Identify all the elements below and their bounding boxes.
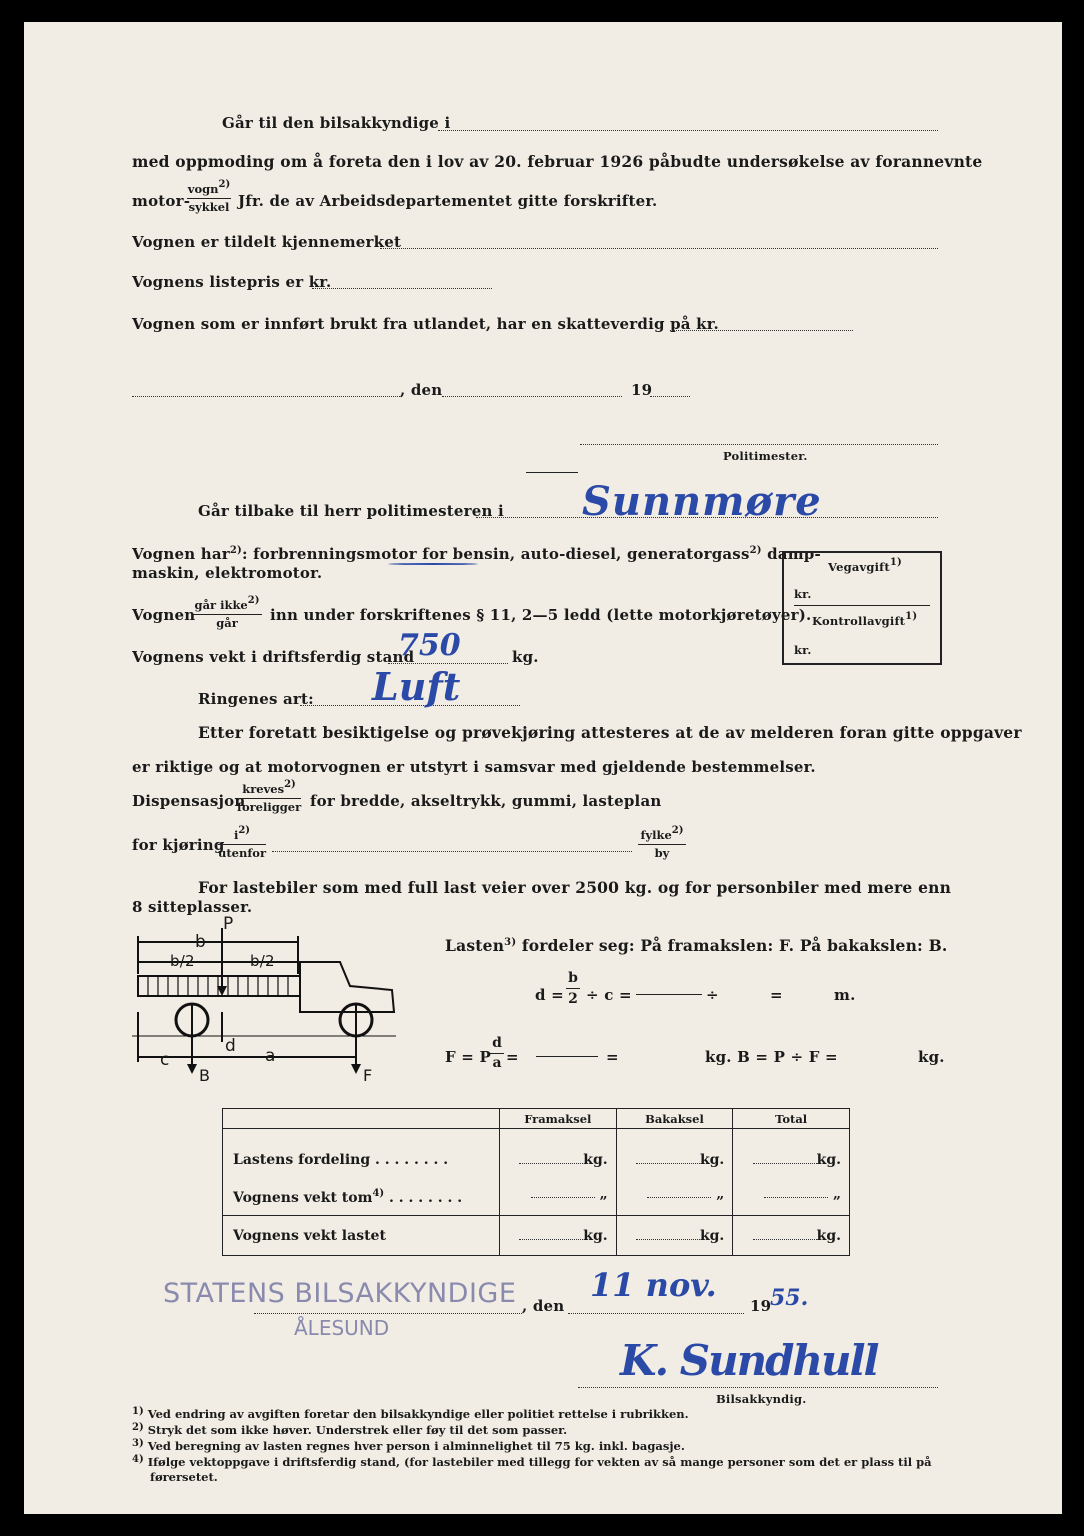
separator-line [526,472,578,473]
signature-place-field[interactable] [254,1313,522,1314]
diagram-label-b2-left: b/2 [170,952,195,970]
formula-d-blank [636,994,702,995]
diagram-label-b: b [195,932,206,952]
attest-line2: er riktige og at motorvognen er utstyrt i samsvar med gjeldende bestemmelser. [132,758,816,776]
formula-f-blank [536,1056,598,1057]
listepris-label: Vognens listepris er kr. [132,273,332,291]
kontrollavgift-label: Kontrollavgift1) [812,611,918,628]
formula-f-equals-2: = [606,1048,619,1066]
bakaksel-lastet[interactable]: kg. [616,1216,733,1256]
forskrift-text: inn under forskriftenes § 11, 2—5 ledd (lette motorkjøretøyer). [270,606,812,624]
kreves-fraction: kreves2) foreligger [237,779,302,814]
gar-tilbake-label: Går tilbake til herr politimesteren i [198,502,504,520]
formula-b-over-2: b 2 [566,970,580,1007]
framaksel-cells[interactable]: kg. „ [500,1129,617,1216]
place-field[interactable] [132,396,402,397]
bilsakkyndig-signature-field[interactable] [578,1387,938,1388]
vekt-label: Vognens vekt i driftsferdig stand [132,648,415,666]
formula-equals: = [770,986,783,1004]
vogn-sykkel-fraction: vogn2) sykkel [187,179,231,214]
line1-label: Går til den bilsakkyndige i [222,114,451,132]
fee-divider [794,605,930,606]
politimester-label: Politimester. [723,449,808,463]
stamp-statens-bilsakkyndige: STATENS BILSAKKYNDIGE [163,1278,517,1309]
politimester-place-handwriting: Sunnmøre [582,478,822,525]
diagram-label-c: c [160,1050,170,1070]
diagram-label-b2-right: b/2 [250,952,275,970]
footnote-4-continued: førersetet. [150,1470,218,1484]
total-lastet[interactable]: kg. [733,1216,850,1256]
lastebiler-line2: 8 sitteplasser. [132,898,253,916]
kjoring-label: for kjøring [132,836,225,854]
listepris-field[interactable] [312,288,492,289]
signature-date-handwriting: 11 nov. [590,1266,717,1304]
kontrollavgift-kr: kr. [794,643,812,657]
kjoring-field[interactable] [272,851,632,852]
year-field[interactable] [650,396,690,397]
row-label-vekt-lastet: Vognens vekt lastet [223,1216,500,1256]
dispensasjon-label: Dispensasjon [132,792,246,810]
table-row-labels [223,1129,500,1216]
date-field[interactable] [442,396,622,397]
diagram-label-front: F [363,1066,373,1085]
row-label-lastens-fordeling: Lastens fordeling . . . . . . . . [233,1152,449,1168]
formula-minus: ÷ [706,986,719,1004]
bensin-underline [388,563,478,565]
bilsakkyndig-place-field[interactable] [438,130,938,131]
kjennemerke-label: Vognen er tildelt kjennemerket [132,233,402,251]
vekt-unit: kg. [512,648,539,666]
lastebiler-line1: For lastebiler som med full last veier over 2500 kg. og for personbiler med mere enn [198,878,952,897]
fylke-by-fraction: fylke2) by [638,824,686,860]
bakaksel-cells[interactable]: kg. „ [616,1129,733,1216]
diagram-label-a: a [265,1046,276,1066]
signature-year-handwriting: 55. [770,1285,809,1311]
load-distribution-table [222,1108,850,1256]
formula-d-label: d = [535,986,564,1004]
diagram-label-rear: B [199,1066,211,1085]
formula-d-over-a: d a [490,1036,504,1071]
motor-tail: Jfr. de av Arbeidsdepartementet gitte forskrifter. [238,192,658,210]
vognen-har-text: Vognen har$^{2)}$: forbrenningsmotor for bensin, auto-diesel, generatorgass$^{2)}$ damp- [132,545,821,563]
col-header-total: Total [733,1109,850,1129]
formula-m-unit: m. [834,986,856,1004]
stamp-alesund: ÅLESUND [294,1316,390,1340]
dispensasjon-tail: for bredde, akseltrykk, gummi, lasteplan [310,792,662,810]
footnote-3: 3) Ved beregning av lasten regnes hver person i alminnelighet til 75 kg. inkl. bagasje. [132,1438,685,1453]
signature-date-field[interactable] [568,1313,744,1314]
attest-line1: Etter foretatt besiktigelse og prøvekjøring attesteres at de av melderen foran gitte oppgaver [198,723,1022,742]
skatteverdig-label: Vognen som er innført brukt fra utlandet, har en skatteverdig på kr. [132,315,719,333]
i-utenfor-fraction: i2) utenfor [218,825,267,860]
formula-minus-c: ÷ c = [586,986,632,1004]
footnote-4: 4) Ifølge vektoppgave i driftsferdig stand, (for lastebiler med tillegg for vekten av så mange personer som det er plass til på [132,1454,932,1469]
lasten-text: Lasten$^{3)}$ fordeler seg: På framakslen: F. På bakakslen: B. [445,936,948,955]
col-header-bakaksel: Bakaksel [616,1109,733,1129]
framaksel-lastet[interactable]: kg. [500,1216,617,1256]
formula-kg-end: kg. [918,1048,945,1066]
year-prefix: 19 [631,381,653,399]
footnote-2: 2) Stryk det som ikke høver. Understrek eller føy til det som passer. [132,1422,568,1437]
signature-den-label: , den [522,1297,565,1315]
vognen-har-line2: maskin, elektromotor. [132,564,323,582]
col-header-framaksel: Framaksel [500,1109,617,1129]
diagram-label-d: d [225,1036,236,1056]
diagram-label-p: P [223,914,234,934]
politimester-signature-field[interactable] [580,444,938,445]
oppmoding-text: med oppmoding om å foreta den i lov av 20. februar 1926 påbudte undersøkelse av forannevnte [132,152,983,171]
ringenes-label: Ringenes art: [198,690,314,708]
den-label: , den [400,381,443,399]
vegavgift-kr: kr. [794,587,812,601]
ringenes-handwriting: Luft [372,664,461,709]
formula-kg-b: kg. B = P ÷ F = [705,1048,838,1066]
row-label-vekt-tom: Vognens vekt tom$^{4)}$ . . . . . . . . [233,1188,463,1206]
gar-fraction: går ikke2) går [192,594,262,630]
bilsakkyndig-signature: K. Sundhull [620,1336,878,1385]
vegavgift-label: Vegavgift1) [828,557,902,574]
footnote-1: 1) Ved endring av avgiften foretar den bilsakkyndige eller politiet rettelse i rubrikken. [132,1406,689,1421]
bilsakkyndig-label: Bilsakkyndig. [716,1392,807,1406]
formula-f-label: F = P [445,1048,491,1066]
vekt-handwriting: 750 [398,628,461,663]
motor-label: motor- [132,192,191,210]
formula-f-equals: = [506,1048,519,1066]
vognen-label: Vognen [132,606,196,624]
kjennemerke-field[interactable] [380,248,938,249]
signature-year-prefix: 19 [750,1297,772,1315]
total-cells[interactable]: kg. „ [733,1129,850,1216]
skatteverdig-field[interactable] [670,330,853,331]
